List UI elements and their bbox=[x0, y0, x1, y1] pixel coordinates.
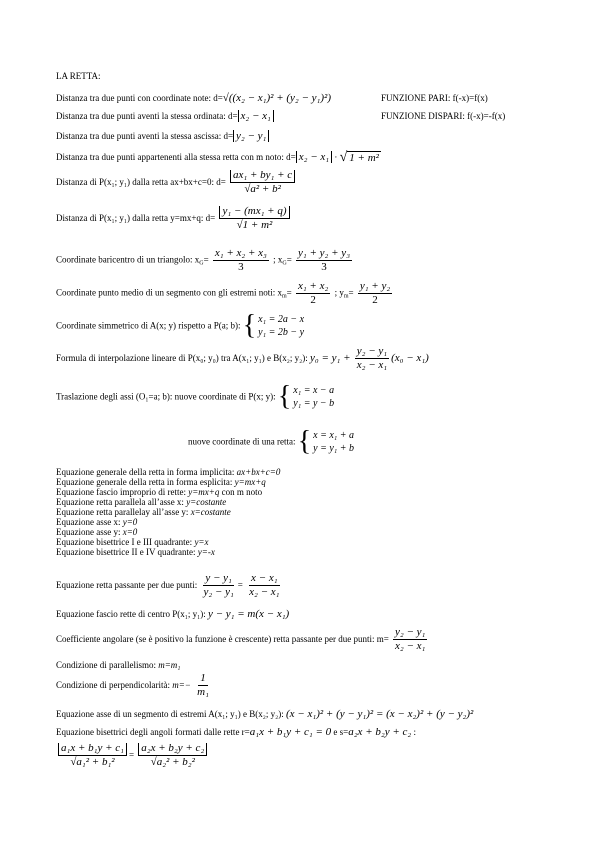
fraction-y: $\frac{\text{y₁ + y₂}}{2}$ bbox=[359, 280, 391, 306]
fraction: $\frac{\text{ax₁ + by₁ + c}}{\text{√a² + b²}}$ bbox=[230, 170, 295, 195]
fraction: $\frac{\text{y₂ − y₁}}{\text{x₂ − x₁}}$ bbox=[356, 345, 388, 371]
fraction: $\frac{\text{y₁ − (mx₁ + q)}}{\text{√1 + m²}}$ bbox=[219, 206, 289, 231]
line-parallel-cond: Condizione di parallelismo: m=m₁ bbox=[56, 660, 181, 670]
eq-parallel-x: Equazione retta parallela all’asse x: y=costante bbox=[56, 497, 227, 507]
right-note-dispari: FUNZIONE DISPARI: f(-x)=-f(x) bbox=[381, 111, 506, 121]
line-distance-two-points bbox=[56, 93, 331, 104]
line-segment-axis: Equazione asse di un segmento di estremi A(x₁; y₁) e B(x₂; y₂): (x − x₁)² + (y − y₁)² = (x − x₂)² + (y − y₂)² bbox=[56, 708, 474, 720]
line-symmetric: Coordinate simmetrico di A(x; y) rispetto a P(a; b): { x₁ = 2a − x y₁ = 2b − y bbox=[56, 310, 305, 341]
eq-explicit: Equazione generale della retta in forma esplicita: y=mx+q bbox=[56, 477, 266, 487]
formula: x₂ − x₁ bbox=[238, 110, 274, 122]
label: Distanza di P(x₁; y₁) dalla retta ax+bx+c=0: d= bbox=[56, 177, 226, 187]
page-title: LA RETTA: bbox=[56, 71, 101, 81]
line-bisectors: Equazione bisettrici degli angoli formati dalle rette r=a₁x + b₁y + c₁ = 0 e s=a₂x + b₂y + c₂ : bbox=[56, 726, 416, 738]
line-two-point-eq: Equazione retta passante per due punti: $\frac{\text{y − y₁}}{\text{y₂ − y₁}}$ = $\frac{\text{x − x₁}}{\text{x₂ − x₁}}$ bbox=[56, 572, 280, 598]
line-same-abscissa bbox=[56, 131, 269, 142]
eq-implicit: Equazione generale della retta in forma implicita: ax+bx+c=0 bbox=[56, 467, 281, 477]
right-note-pari: FUNZIONE PARI: f(-x)=f(x) bbox=[381, 93, 488, 103]
line-bundle-center: Equazione fascio rette di centro P(x₁; y₁): y − y₁ = m(x − x₁) bbox=[56, 608, 290, 620]
formula: y₂ − y₁ bbox=[233, 130, 269, 142]
fraction-left: $\frac{\text{y − y₁}}{\text{y₂ − y₁}}$ bbox=[203, 572, 234, 598]
eq-parallel-y: Equazione retta parallelay all’asse y: x=costante bbox=[56, 507, 231, 517]
line-bisectors-formula: $\frac{\text{a₁x + b₁y + c₁}}{\text{√a₁² + b₁²}}$ = $\frac{\text{a₂x + b₂y + c₂}}{\text{√a₂² + b₂²}}$ bbox=[56, 743, 209, 768]
fraction-left: $\frac{\text{a₁x + b₁y + c₁}}{\text{√a₁² + b₁²}}$ bbox=[58, 743, 127, 768]
eq-bisector-2-4: Equazione bisettrice II e IV quadrante: y=-x bbox=[56, 547, 215, 557]
formula-abs: x₂ − x₁ bbox=[296, 151, 332, 163]
eq-axis-y: Equazione asse y: x=0 bbox=[56, 527, 138, 537]
fraction: $\frac{1}{\text{m₁}}$ bbox=[197, 672, 209, 698]
fraction: $\frac{\text{y₂ − y₁}}{\text{x₂ − x₁}}$ bbox=[395, 626, 426, 652]
fraction-x: $\frac{\text{x₁ + x₂ + x₃}}{3}$ bbox=[214, 247, 267, 273]
line-translation-point: Traslazione degli assi (O₁=a; b): nuove coordinate di P(x; y): { x₁ = x − a y₁ = y − b bbox=[56, 381, 335, 412]
system: { x = x₁ + a y = y₁ + b bbox=[297, 426, 355, 457]
label: Distanza tra due punti appartenenti alla stessa retta con m noto: d= bbox=[56, 152, 296, 163]
fraction-right: $\frac{\text{x − x₁}}{\text{x₂ − x₁}}$ bbox=[249, 572, 280, 598]
line-distance-point-line-explicit bbox=[56, 206, 292, 231]
line-centroid: Coordinate baricentro di un triangolo: $x_G=$ $\frac{\text{x₁ + x₂ + x₃}}{3}$ ; $x_G=$ $\frac{\text{y₁ + y₂ + y₃}}{3}$ bbox=[56, 247, 351, 273]
line-distance-point-line-implicit bbox=[56, 170, 297, 195]
eq-bisector-1-3: Equazione bisettrice I e III quadrante: y=x bbox=[56, 537, 209, 547]
system: { x₁ = 2a − x y₁ = 2b − y bbox=[242, 310, 305, 341]
line-interpolation: Formula di interpolazione lineare di P(x₀; y₀) tra A(x₁; y₁) e B(x₂; y₂): y₀ = y₁ + $\frac{\text{y₂ − y₁}}{\text{x₂ − x₁}}$ (x₀ − x₁) bbox=[56, 345, 429, 371]
fraction-x: $\frac{\text{x₁ + x₂}}{2}$ bbox=[297, 280, 329, 306]
eq-axis-x: Equazione asse x: y=0 bbox=[56, 517, 138, 527]
line-perpendicular-cond: Condizione di perpendicolarità: m=− $\frac{1}{\text{m₁}}$ bbox=[56, 672, 209, 698]
system: { x₁ = x − a y₁ = y − b bbox=[277, 381, 335, 412]
line-midpoint: Coordinate punto medio di un segmento con gli estremi noti: $x_m=$ $\frac{\text{x₁ + x₂}}{2}$ ; $y_m=$ $\frac{\text{y₁ + y₂}}{2}$ bbox=[56, 280, 391, 306]
sqrt: √ 1 + m² bbox=[339, 150, 379, 165]
formula: √((x₂ − x₁)² + (y₂ − y₁)²) bbox=[222, 92, 331, 104]
eq-improper-bundle: Equazione fascio improprio di rette: y=mx+q con m noto bbox=[56, 487, 263, 497]
line-slope: Coefficiente angolare (se è positivo la funzione è crescente) retta passante per due punti: m= $\frac{\text{y₂ − y₁}}{\text{x₂ − x₁}}$ bbox=[56, 626, 426, 652]
label: Distanza tra due punti aventi la stessa ascissa: d= bbox=[56, 131, 234, 141]
label: Distanza tra due punti con coordinate note: d= bbox=[56, 93, 223, 103]
label: Distanza di P(x₁; y₁) dalla retta y=mx+q: d= bbox=[56, 213, 216, 223]
fraction-y: $\frac{\text{y₁ + y₂ + y₃}}{3}$ bbox=[298, 247, 351, 273]
fraction-right: $\frac{\text{a₂x + b₂y + c₂}}{\text{√a₂² + b₂²}}$ bbox=[138, 743, 207, 768]
line-same-ordinate bbox=[56, 111, 274, 122]
line-distance-m-known: Distanza tra due punti appartenenti alla stessa retta con m noto: d= x₂ − x₁ · √ 1 + m² bbox=[56, 150, 379, 165]
equation-list bbox=[56, 467, 280, 557]
label: Distanza tra due punti aventi la stessa ordinata: d= bbox=[56, 111, 238, 121]
line-translation-line: nuove coordinate di una retta: { x = x₁ + a y = y₁ + b bbox=[188, 426, 355, 457]
